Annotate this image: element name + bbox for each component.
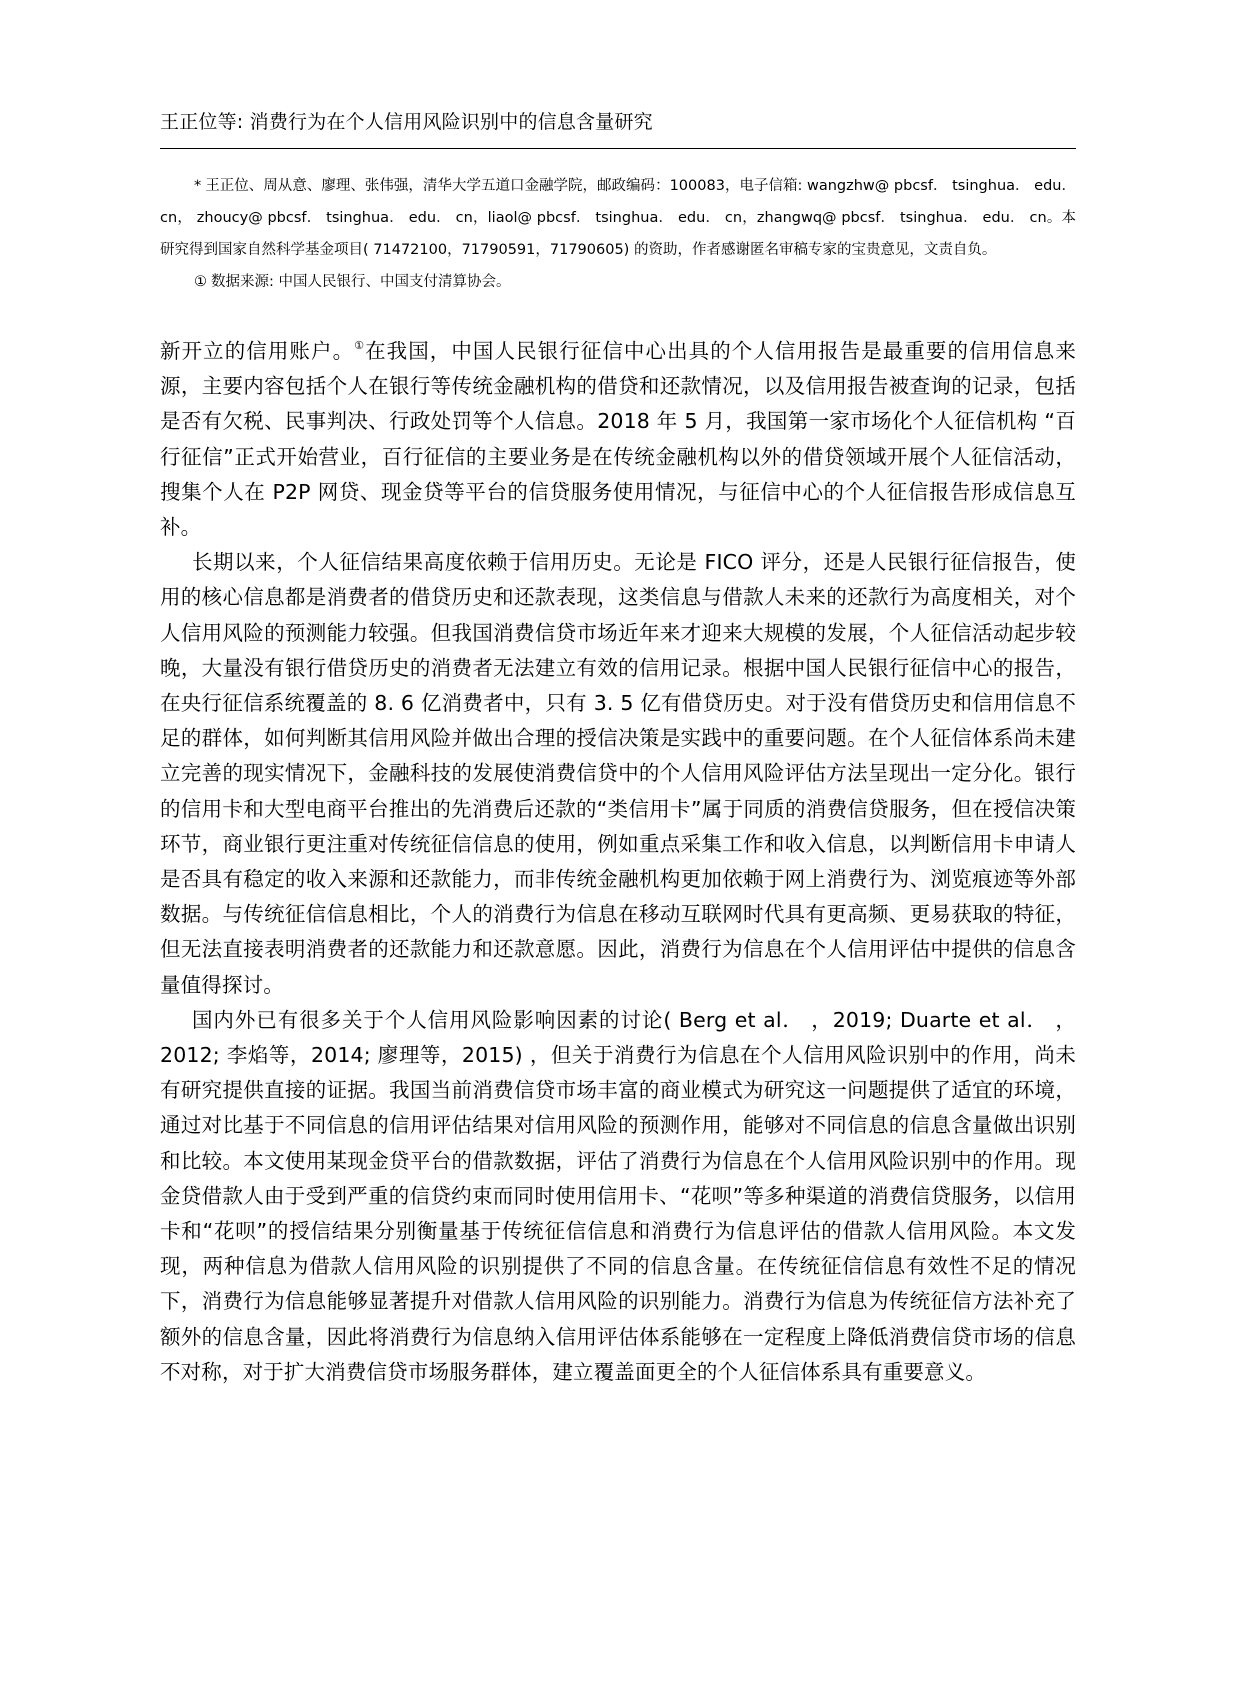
header-divider (160, 148, 1076, 149)
author-footnote (160, 170, 1076, 266)
author-footnote-text: 王正位、周从意、廖理、张伟强，清华大学五道口金融学院，邮政编码：100083，电子信箱: wangzhw@ pbcsf． tsinghua． edu． cn， zhoucy@ pbcsf． tsinghua． edu． cn，liaol@ pbcsf． tsinghua． edu． cn，zhangwq@ pbcsf． tsinghua． edu． cn。本研究得到国家自然科学基金项目( 71472100，71790591，71790605) 的资助，作者感谢匿名审稿专家的宝贵意见，文责自负。 (160, 178, 1076, 258)
body-text (160, 334, 1076, 1390)
footnotes (160, 170, 1076, 298)
paragraph-1 (160, 334, 1076, 545)
paragraph-3: 国内外已有很多关于个人信用风险影响因素的讨论( Berg et al． ，2019; Duarte et al． ，2012; 李焰等，2014; 廖理等，2015) ，但关于消费行为信息在个人信用风险识别中的作用，尚未有研究提供直接的证据。我国当前消费信贷市场丰富的商业模式为研究这一问题提供了适宜的环境，通过对比基于不同信息的信用评估结果对信用风险的预测作用，能够对不同信息的信息含量做出识别和比较。本文使用某现金贷平台的借款数据，评估了消费行为信息在个人信用风险识别中的作用。现金贷借款人由于受到严重的信贷约束而同时使用信用卡、“花呗”等多种渠道的消费信贷服务，以信用卡和“花呗”的授信结果分别衡量基于传统征信信息和消费行为信息评估的借款人信用风险。本文发现，两种信息为借款人信用风险的识别提供了不同的信息含量。在传统征信信息有效性不足的情况下，消费行为信息能够显著提升对借款人信用风险的识别能力。消费行为信息为传统征信方法补充了额外的信息含量，因此将消费行为信息纳入信用评估体系能够在一定程度上降低消费信贷市场的信息不对称，对于扩大消费信贷市场服务群体，建立覆盖面更全的个人征信体系具有重要意义。 (160, 1007, 1076, 1384)
paragraph-2: 长期以来，个人征信结果高度依赖于信用历史。无论是 FICO 评分，还是人民银行征信报告，使用的核心信息都是消费者的借贷历史和还款表现，这类信息与借款人未来的还款行为高度相关，对个人信用风险的预测能力较强。但我国消费信贷市场近年来才迎来大规模的发展，个人征信活动起步较晚，大量没有银行借贷历史的消费者无法建立有效的信用记录。根据中国人民银行征信中心的报告，在央行征信系统覆盖的 8. 6 亿消费者中，只有 3. 5 亿有借贷历史。对于没有借贷历史和信用信息不足的群体，如何判断其信用风险并做出合理的授信决策是实践中的重要问题。在个人征信体系尚未建立完善的现实情况下，金融科技的发展使消费信贷中的个人信用风险评估方法呈现出一定分化。银行的信用卡和大型电商平台推出的先消费后还款的“类信用卡”属于同质的消费信贷服务，但在授信决策环节，商业银行更注重对传统征信信息的使用，例如重点采集工作和收入信息，以判断信用卡申请人是否具有稳定的收入来源和还款能力，而非传统金融机构更加依赖于网上消费行为、浏览痕迹等外部数据。与传统征信信息相比，个人的消费行为信息在移动互联网时代具有更高频、更易获取的特征，但无法直接表明消费者的还款能力和还款意愿。因此，消费行为信息在个人信用评估中提供的信息含量值得探讨。 (160, 550, 1076, 997)
paragraph-1-rest: 在我国，中国人民银行征信中心出具的个人信用报告是最重要的信用信息来源，主要内容包括个人在银行等传统金融机构的借贷和还款情况，以及信用报告被查询的记录，包括是否有欠税、民事判决、行政处罚等个人信息。2018 年 5 月，我国第一家市场化个人征信机构 “百行征信”正式开始营业，百行征信的主要业务是在传统金融机构以外的借贷领域开展个人征信活动，搜集个人在 P2P 网贷、现金贷等平台的信贷服务使用情况，与征信中心的个人征信报告形成信息互补。 (160, 339, 1076, 540)
footnote-reference: ① (354, 339, 366, 352)
running-header: 王正位等: 消费行为在个人信用风险识别中的信息含量研究 (160, 111, 653, 133)
data-source-footnote (160, 266, 1076, 298)
author-footnote-mark: * (194, 178, 202, 194)
paragraph-1-start: 新开立的信用账户。 (160, 339, 355, 363)
data-source-footnote-mark: ① (194, 274, 207, 290)
data-source-footnote-text: 数据来源: 中国人民银行、中国支付清算协会。 (211, 274, 511, 290)
